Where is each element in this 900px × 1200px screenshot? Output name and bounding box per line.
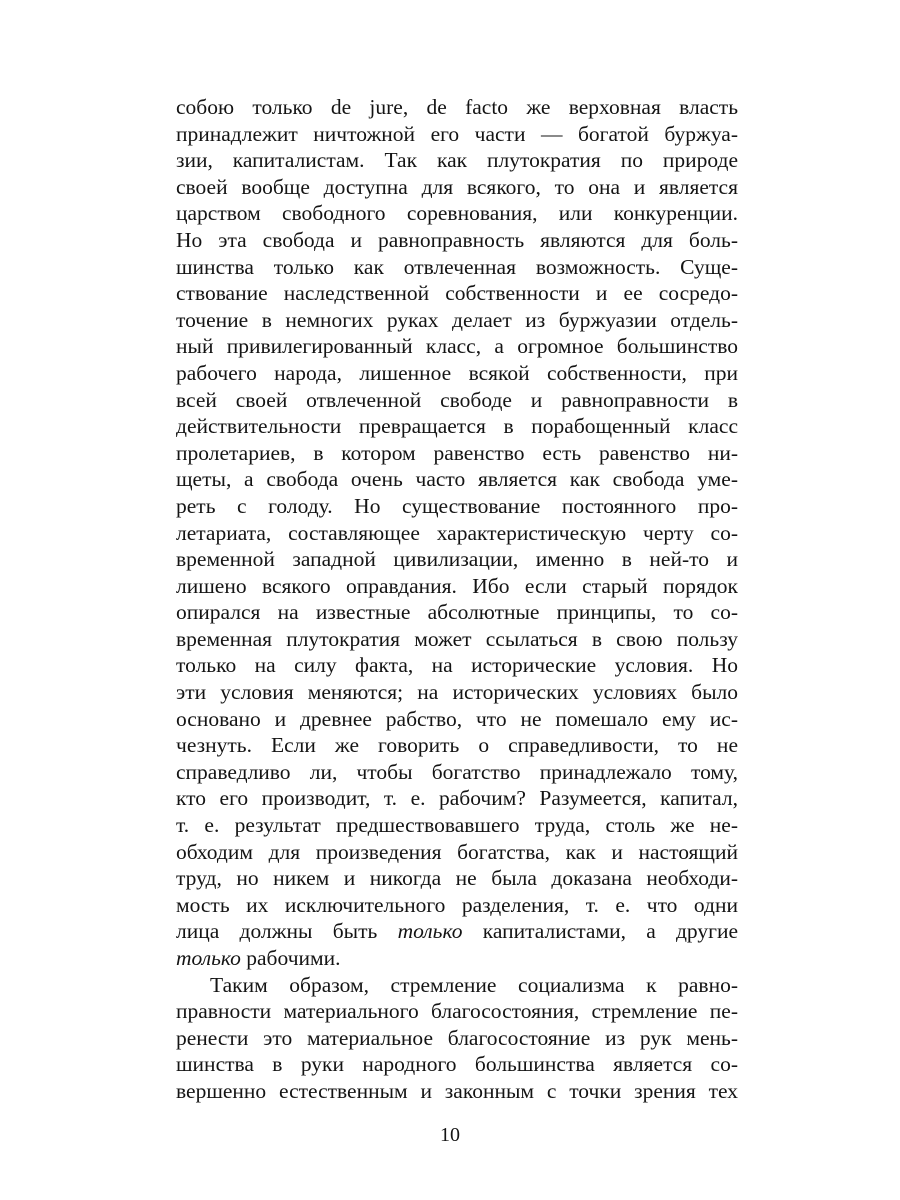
text-line: точение в немногих руках делает из буржуазии отдель- xyxy=(176,307,738,332)
text-line-with-italic xyxy=(176,918,738,945)
text-line: летариата, составляющее характеристическую черту со- xyxy=(176,520,738,545)
text-line: шинства в руки народного большинства является со- xyxy=(176,1052,738,1077)
text-line: принадлежит ничтожной его части — богатой буржуа- xyxy=(176,121,738,146)
text-line: щеты, а свобода очень часто является как свобода уме- xyxy=(176,467,738,492)
text-line: действительности превращается в порабощенный класс xyxy=(176,414,738,439)
text-segment: лица должны быть xyxy=(176,919,398,944)
text-line: рабочего народа, лишенное всякой собственности, при xyxy=(176,360,738,385)
text-line: вершенно естественным и законным с точки зрения тех xyxy=(176,1078,738,1103)
text-line: всей своей отвлеченной свободе и равноправности в xyxy=(176,387,738,412)
text-line: ствование наследственной собственности и ее сосредо- xyxy=(176,281,738,306)
text-segment: рабочими. xyxy=(240,946,341,970)
paragraph-start-line: Таким образом, стремление социализма к равно- xyxy=(210,972,738,997)
text-line: своей вообще доступна для всякого, то она и является xyxy=(176,174,738,199)
text-line: правности материального благосостояния, стремление пе- xyxy=(176,999,738,1024)
page-number: 10 xyxy=(440,1124,460,1146)
text-line: труд, но никем и никогда не была доказана необходи- xyxy=(176,866,738,891)
text-line: лишено всякого оправдания. Ибо если старый порядок xyxy=(176,573,738,598)
text-line: кто его производит, т. е. рабочим? Разумеется, капитал, xyxy=(176,786,738,811)
text-line: эти условия меняются; на исторических условиях было xyxy=(176,680,738,705)
text-line: опирался на известные абсолютные принципы, то со- xyxy=(176,600,738,625)
text-line: основано и древнее рабство, что не помешало ему ис- xyxy=(176,706,738,731)
text-line: т. е. результат предшествовавшего труда, столь же не- xyxy=(176,813,738,838)
text-line: временная плутократия может ссылаться в свою пользу xyxy=(176,626,738,651)
paragraph-end-line xyxy=(176,945,738,972)
text-line: обходим для произведения богатства, как и настоящий xyxy=(176,839,738,864)
text-line: ренести это материальное благосостояние из рук мень- xyxy=(176,1025,738,1050)
text-line: реть с голоду. Но существование постоянного про- xyxy=(176,493,738,518)
text-line: только на силу факта, на исторические условия. Но xyxy=(176,653,738,678)
text-line: чезнуть. Если же говорить о справедливости, то не xyxy=(176,733,738,758)
text-line: справедливо ли, чтобы богатство принадлежало тому, xyxy=(176,759,738,784)
text-line: пролетариев, в котором равенство есть равенство ни- xyxy=(176,440,738,465)
text-line: ный привилегированный класс, а огромное большинство xyxy=(176,334,738,359)
text-line: собою только de jure, de facto же верховная власть xyxy=(176,95,738,119)
text-line: мость их исключительного разделения, т. е. что одни xyxy=(176,892,738,917)
italic-emphasis: только xyxy=(397,919,463,944)
text-segment: капиталистами, а другие xyxy=(462,919,739,944)
body-text xyxy=(176,94,738,1105)
italic-emphasis: только xyxy=(176,946,241,970)
text-line: царством свободного соревнования, или конкуренции. xyxy=(176,201,738,226)
text-line: Но эта свобода и равноправность являются для боль- xyxy=(176,227,738,252)
text-line: зии, капиталистам. Так как плутократия по природе xyxy=(176,148,738,173)
text-line: шинства только как отвлеченная возможность. Суще- xyxy=(176,254,738,279)
text-line: временной западной цивилизации, именно в ней-то и xyxy=(176,547,738,572)
